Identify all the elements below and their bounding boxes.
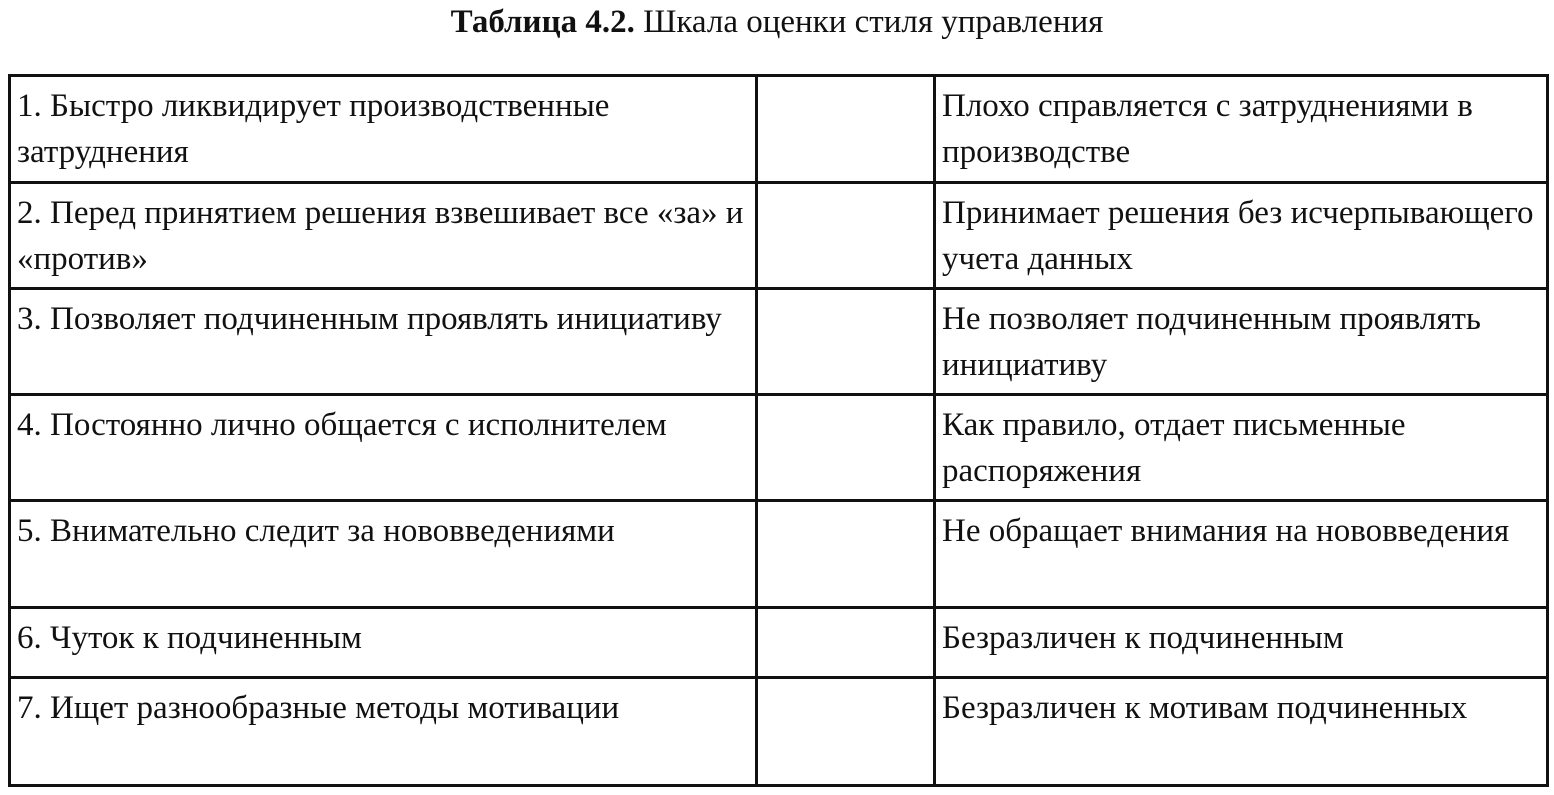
positive-trait-cell: 3. Позволяет подчиненным проявлять инициативу — [10, 289, 757, 395]
negative-trait-cell: Принимает решения без исчерпывающего учета данных — [935, 183, 1548, 289]
style-scale-table — [8, 74, 1549, 787]
positive-trait-cell: 1. Быстро ликвидирует производственные затруднения — [10, 76, 757, 183]
negative-trait-cell: Безразличен к подчиненным — [935, 608, 1548, 678]
table-title: Шкала оценки стиля управления — [643, 4, 1104, 40]
negative-trait-cell: Не обращает внимания на нововведения — [935, 501, 1548, 608]
table-number: Таблица 4.2. — [450, 4, 635, 40]
positive-trait-cell: 5. Внимательно следит за нововведениями — [10, 501, 757, 608]
rating-cell — [757, 608, 935, 678]
rating-cell — [757, 395, 935, 501]
positive-trait-cell: 2. Перед принятием решения взвешивает все «за» и «против» — [10, 183, 757, 289]
table-row — [10, 395, 1548, 501]
negative-trait-cell: Безразличен к мотивам подчиненных — [935, 678, 1548, 786]
rating-cell — [757, 183, 935, 289]
rating-cell — [757, 678, 935, 786]
positive-trait-cell: 6. Чуток к подчиненным — [10, 608, 757, 678]
negative-trait-cell: Плохо справляется с затруднениями в производстве — [935, 76, 1548, 183]
table-caption — [0, 2, 1554, 42]
table-row — [10, 608, 1548, 678]
positive-trait-cell: 4. Постоянно лично общается с исполнителем — [10, 395, 757, 501]
positive-trait-cell: 7. Ищет разнообразные методы мотивации — [10, 678, 757, 786]
rating-cell — [757, 501, 935, 608]
negative-trait-cell: Как правило, отдает письменные распоряжения — [935, 395, 1548, 501]
table-row — [10, 678, 1548, 786]
table-row — [10, 183, 1548, 289]
rating-cell — [757, 289, 935, 395]
negative-trait-cell: Не позволяет подчиненным проявлять инициативу — [935, 289, 1548, 395]
table-row — [10, 501, 1548, 608]
rating-cell — [757, 76, 935, 183]
table-row — [10, 76, 1548, 183]
table-row — [10, 289, 1548, 395]
